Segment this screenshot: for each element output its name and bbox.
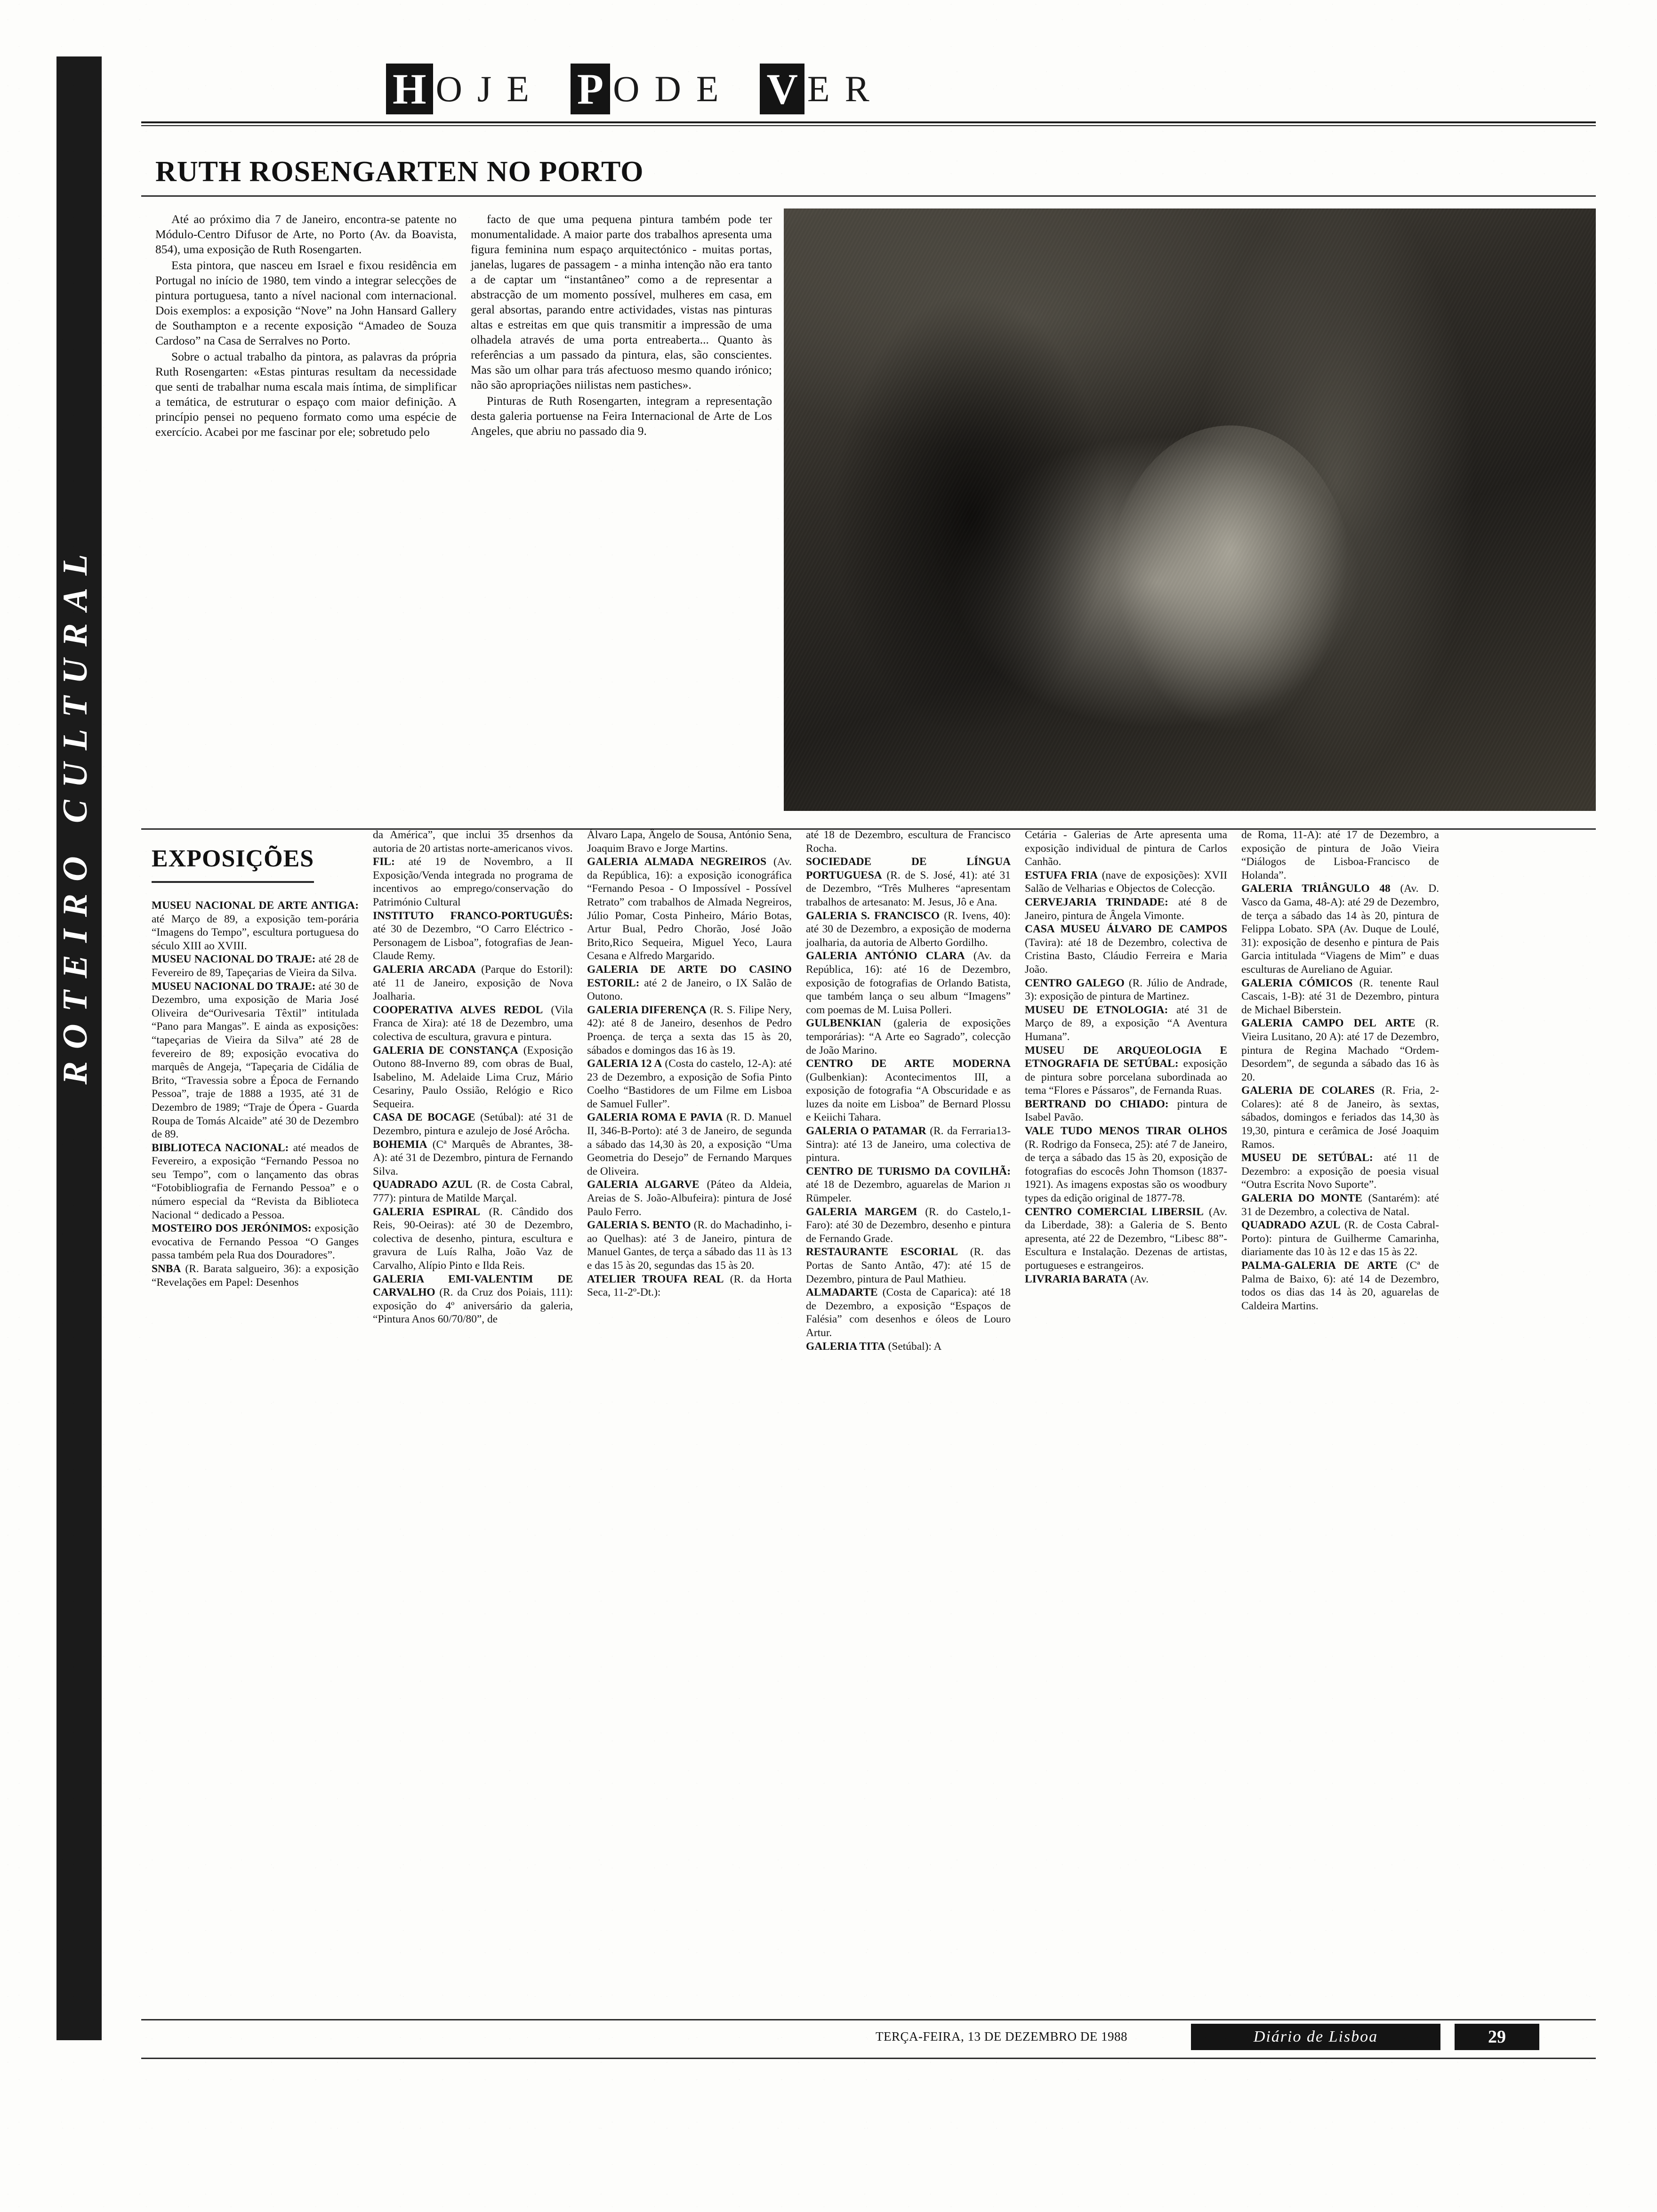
listing-entry: CENTRO GALEGO (R. Júlio de Andrade, 3): exposição de pintura de Martinez. xyxy=(1025,977,1227,1003)
listing-entry: GULBENKIAN (galeria de exposições temporárias): “A Arte eo Sagrado”, colecção de João Marino. xyxy=(806,1017,1011,1057)
page-title: RUTH ROSENGARTEN NO PORTO xyxy=(155,156,644,188)
masthead xyxy=(141,61,1596,120)
listing-entry: INSTITUTO FRANCO-PORTUGUÊS: até 30 de Dezembro, “O Carro Eléctrico - Personagem de Lisboa”, fotografias de Jean-Claude Remy. xyxy=(373,909,573,962)
masthead-letter-h-0: H xyxy=(386,64,433,114)
masthead-letter-r-10: R xyxy=(845,68,870,109)
masthead-letter-j-2: J xyxy=(477,68,493,109)
listing-entry: GALERIA EMI-VALENTIM DE CARVALHO (R. da Cruz dos Poiais, 111): exposição do 4º aniversário da galeria, “Pintura Anos 60/70/80”, de xyxy=(373,1273,573,1326)
masthead-letter-p-4: P xyxy=(571,64,610,114)
masthead-rule xyxy=(141,121,1596,123)
listing-entry: PALMA-GALERIA DE ARTE (Cª de Palma de Baixo, 6): até 14 de Dezembro, todos os dias das 14 às 20, aguarelas de Caldeira Martins. xyxy=(1241,1259,1439,1312)
sidebar-vertical-title: ROTEIRO CULTURAL xyxy=(56,542,95,1085)
publication-logo: Diário de Lisboa xyxy=(1191,2024,1440,2050)
listings-column-2 xyxy=(587,828,792,1299)
listing-entry: ESTUFA FRIA (nave de exposições): XVII Salão de Velharias e Objectos de Colecção. xyxy=(1025,869,1227,895)
listing-entry: GALERIA ARCADA (Parque do Estoril): até 11 de Janeiro, exposição de Nova Joalharia. xyxy=(373,963,573,1003)
listings-column-5 xyxy=(1241,828,1439,1313)
listing-entry: RESTAURANTE ESCORIAL (R. das Portas de Santo Antão, 47): até 15 de Dezembro, pintura de Paul Mathieu. xyxy=(806,1246,1011,1285)
masthead-letter-e-9: E xyxy=(807,68,831,109)
listing-entry: CENTRO DE ARTE MODERNA (Gulbenkian): Acontecimentos III, a exposição de fotografia “A Obscuridade e as luzes da noite em Lisboa” de Bernard Plossu e Keiichi Tahara. xyxy=(806,1058,1011,1124)
masthead-letter-d-6: D xyxy=(654,68,682,109)
listing-entry: QUADRADO AZUL (R. de Costa Cabral, 777): pintura de Matilde Marçal. xyxy=(373,1178,573,1205)
article-column-1 xyxy=(155,212,457,441)
listing-entry: GALERIA ALMADA NEGREIROS (Av. da República, 16): a exposição iconográfica “Fernando Pesoa - O Impossível - Possível Retrato” com trabalhos de Almada Negreiros, Júlio Pomar, Costa Pinheiro, Mário Botas, Artur Bual, Pedro Chorão, José João Brito,Rico Sequeira, Miguel Yeco, Laura Cesana e Alfredo Margarido. xyxy=(587,856,792,962)
listing-entry: da América”, que inclui 35 drsenhos da autoria de 20 artistas norte-americanos vivos. xyxy=(373,829,573,855)
painting-photograph xyxy=(784,208,1596,811)
listing-entry: Álvaro Lapa, Ângelo de Sousa, António Sena, Joaquim Bravo e Jorge Martins. xyxy=(587,829,792,855)
listing-entry: GALERIA ROMA E PAVIA (R. D. Manuel II, 346-B-Porto): até 3 de Janeiro, de segunda a sábado das 14,30 às 20, a exposição “Uma Geometria do Desejo” de Fernando Marques de Oliveira. xyxy=(587,1111,792,1178)
listing-entry: GALERIA CÓMICOS (R. tenente Raul Cascais, 1-B): até 31 de Dezembro, pintura de Michael Biberstein. xyxy=(1241,977,1439,1016)
listing-entry: GALERIA 12 A (Costa do castelo, 12-A): até 23 de Dezembro, a exposição de Sofia Pinto Coelho “Bastidores de um Filme em Lisboa de Samuel Fuller”. xyxy=(587,1058,792,1110)
listings-column-4 xyxy=(1025,828,1227,1286)
listing-entry: COOPERATIVA ALVES REDOL (Vila Franca de Xira): até 18 de Dezembro, uma colectiva de escultura, gravura e pintura. xyxy=(373,1003,573,1043)
article-paragraph: Até ao próximo dia 7 de Janeiro, encontra-se patente no Módulo-Centro Difusor de Arte, no Porto (Av. da Boavista, 854), uma exposição de Ruth Rosengarten. xyxy=(155,212,457,256)
listing-entry: GALERIA TITA (Setúbal): A xyxy=(806,1340,942,1353)
listing-entry: QUADRADO AZUL (R. de Costa Cabral-Porto): pintura de Guilherme Camarinha, diariamente das 10 às 12 e das 15 às 22. xyxy=(1241,1219,1439,1258)
listings-column-3 xyxy=(806,828,1011,1353)
listings-grid xyxy=(152,828,1597,2000)
masthead-letter-v-8: V xyxy=(760,64,804,114)
article-paragraph: Pinturas de Ruth Rosengarten, integram a representação desta galeria portuense na Feira Internacional de Arte de Los Angeles, que abriu no passado dia 9. xyxy=(471,394,772,438)
masthead-rule-secondary xyxy=(141,125,1596,126)
listing-entry: GALERIA CAMPO DEL ARTE (R. Vieira Lusitano, 20 A): até 17 de Dezembro, pintura de Regina Machado “Ordem-Desordem”, de segunda a sábado das 16 às 20. xyxy=(1241,1017,1439,1083)
listing-entry: GALERIA DE CONSTANÇA (Exposição Outono 88-Inverno 89, com obras de Bual, Isabelino, M. Adelaide Lima Cruz, Mário Cesariny, Paulo Ossião, Relógio e Rico Sequeira. xyxy=(373,1044,573,1110)
footer-rule-bottom xyxy=(141,2058,1596,2059)
listing-entry: BOHEMIA (Cª Marquês de Abrantes, 38-A): até 31 de Dezembro, pintura de Fernando Silva. xyxy=(373,1138,573,1178)
listing-entry: MUSEU NACIONAL DO TRAJE: até 28 de Fevereiro de 89, Tapeçarias de Vieira da Silva. xyxy=(152,953,359,979)
listing-entry: GALERIA ANTÓNIO CLARA (Av. da República, 16): até 16 de Dezembro, exposição de fotografias de Orlando Batista, que também lança o seu album “Imagens” com poemas de M. Luisa Polleri. xyxy=(806,950,1011,1016)
masthead-letter-o-1: O xyxy=(435,68,463,109)
listing-entry: GALERIA DO MONTE (Santarém): até 31 de Dezembro, a colectiva de Natal. xyxy=(1241,1192,1439,1218)
listing-entry: GALERIA DE ARTE DO CASINO ESTORIL: até 2 de Janeiro, o IX Salão de Outono. xyxy=(587,963,792,1003)
masthead-letters xyxy=(386,61,885,117)
section-title: EXPOSIÇÕES xyxy=(152,845,314,872)
article-column-2 xyxy=(471,212,772,440)
listing-entry: GALERIA DIFERENÇA (R. S. Filipe Nery, 42): até 8 de Janeiro, desenhos de Pedro Proença. de terça a sexta das 15 às 20, sábados e domingos das 16 às 19. xyxy=(587,1003,792,1057)
listing-entry: CENTRO COMERCIAL LIBERSIL (Av. da Liberdade, 38): a Galeria de S. Bento apresenta, até 22 de Dezembro, “Libesc 88”-Escultura e Instalação. Dezenas de artistas, portugueses e estrangeiros. xyxy=(1025,1205,1227,1272)
listing-entry: GALERIA O PATAMAR (R. da Ferraria13-Sintra): até 13 de Janeiro, uma colectiva de pintura. xyxy=(806,1125,1011,1164)
listing-entry: de Roma, 11-A): até 17 de Dezembro, a exposição de pintura de João Vieira “Diálogos de Lisboa-Francisco de Holanda”. xyxy=(1241,829,1439,882)
listing-entry: LIVRARIA BARATA (Av. xyxy=(1025,1273,1149,1285)
page-number: 29 xyxy=(1455,2024,1539,2050)
roteiro-cultural-sidebar xyxy=(56,56,102,2040)
listing-entry: BERTRAND DO CHIADO: pintura de Isabel Pavão. xyxy=(1025,1098,1227,1124)
listing-entry: BIBLIOTECA NACIONAL: até meados de Fevereiro, a exposição “Fernando Pessoa no seu Tempo”, com o lançamento das obras “Fotobibliografia de Fernando Pessoa” e o número especial da “Revista da Biblioteca Nacional “ dedicado a Pessoa. xyxy=(152,1141,359,1221)
article-paragraph: Esta pintora, que nasceu em Israel e fixou residência em Portugal no início de 1980, tem vindo a integrar selecções de pintura portuguesa, tanto a nível nacional com internacional. Dois exemplos: a exposição “Nove” na John Hansard Gallery de Southampton e a recente exposição “Amadeo de Souza Cardoso” na Casa de Serralves no Porto. xyxy=(155,258,457,347)
listing-entry: SOCIEDADE DE LÍNGUA PORTUGUESA (R. de S. José, 41): até 31 de Dezembro, “Três Mulheres “apresentam trabalhos de artesanato: M. Jesus, Jô e Ana. xyxy=(806,856,1011,908)
headline-rule xyxy=(141,195,1596,197)
listing-entry: CENTRO DE TURISMO DA COVILHÃ: até 18 de Dezembro, aguarelas de Marion ᴊı Rümpeler. xyxy=(806,1165,1011,1205)
listing-entry: GALERIA DE COLARES (R. Fria, 2-Colares): até 8 de Janeiro, às sextas, sábados, domingos e feriados das 14,30 às 19,30, pintura e cerâmica de José Joaquim Ramos. xyxy=(1241,1084,1440,1151)
listing-entry: CASA MUSEU ÁLVARO DE CAMPOS (Tavira): até 18 de Dezembro, colectiva de Cristina Basto, Cláudio Ferreira e Maria João. xyxy=(1025,923,1227,976)
listing-entry: MOSTEIRO DOS JERÓNIMOS: exposição evocativa de Fernando Pessoa “O Ganges passa também pela Rua dos Douradores”. xyxy=(152,1222,359,1262)
listing-entry: Cetária - Galerias de Arte apresenta uma exposição individual de pintura de Carlos Canhão. xyxy=(1025,829,1227,868)
listing-entry: até 18 de Dezembro, escultura de Francisco Rocha. xyxy=(806,829,1011,855)
listing-entry: ATELIER TROUFA REAL (R. da Horta Seca, 11-2º-Dt.): xyxy=(587,1273,792,1299)
masthead-letter-e-7: E xyxy=(696,68,720,109)
listing-entry: GALERIA S. BENTO (R. do Machadinho, i-ao Quelhas): até 3 de Janeiro, pintura de Manuel Gantes, de terça a sábado das 11 às 13 e das 15 às 20, segundas das 15 às 20. xyxy=(587,1219,792,1272)
article-paragraph: Sobre o actual trabalho da pintora, as palavras da própria Ruth Rosengarten: «Estas pinturas resultam da necessidade que senti de trabalhar numa escala mais íntima, de simplificar a temática, de estruturar o espaço com maior definição. A princípio pensei no pequeno formato como uma espécie de exercício. Acabei por me fascinar por ele; sobretudo pelo xyxy=(155,350,457,439)
listing-entry: MUSEU NACIONAL DO TRAJE: até 30 de Dezembro, uma exposição de Maria José Oliveira de“Ourivesaria Têxtil” intitulada “Pano para Mangas”. E ainda as exposições: “tapeçarias de Vieira da Silva” até 28 de fevereiro de 89; exposição evocativa do marquês de Angeja, “Tapeçaria de Cidália de Brito, “Travessia sobre a Época de Fernando Pessoa”, traje de 1888 a 1935, até 31 de Dezembro de 1989; “Traje de Ópera - Guarda Roupa de Tomás Alcaide” até 30 de Dezembro de 89. xyxy=(152,980,359,1141)
listings-column-0 xyxy=(152,828,359,1289)
footer-date: TERÇA-FEIRA, 13 DE DEZEMBRO DE 1988 xyxy=(876,2029,1127,2044)
listing-entry: MUSEU DE ARQUEOLOGIA E ETNOGRAFIA DE SETÚBAL: exposição de pintura sobre porcelana subordinada ao tema “Flores e Pássaros”, de Fernanda Ruas. xyxy=(1025,1044,1227,1097)
listing-entry: GALERIA ALGARVE (Páteo da Aldeia, Areias de S. João-Albufeira): pintura de José Paulo Ferro. xyxy=(587,1178,792,1218)
listing-entry: MUSEU DE ETNOLOGIA: até 31 de Março de 89, a exposição “A Aventura Humana”. xyxy=(1025,1003,1227,1043)
article-paragraph: facto de que uma pequena pintura também pode ter monumentalidade. A maior parte dos trabalhos apresenta uma figura feminina num espaço arquitectónico - muitas portas, janelas, lugares de passagem - a minha intenção não era tanto a de captar um “instantâneo” como a de representar a abstracção de um momento possível, mulheres em casa, em geral absortas, parando entre actividades, vistas nas pinturas altas e estreitas em que quis transmitir a impressão de uma olhadela através de uma porta entreaberta... Quanto às referências a um passado da pintura, elas, são conscientes. Mas são um olhar para trás afectuoso mesmo quando irónico; não são apropriações niilistas nem pastiches». xyxy=(471,212,772,392)
listing-entry: SNBA (R. Barata salgueiro, 36): a exposição “Revelações em Papel: Desenhos xyxy=(152,1263,359,1289)
masthead-letter-o-5: O xyxy=(613,68,641,109)
listing-entry: GALERIA MARGEM (R. do Castelo,1-Faro): até 30 de Dezembro, desenho e pintura de Fernando Grade. xyxy=(806,1205,1011,1245)
listing-entry: GALERIA S. FRANCISCO (R. Ivens, 40): até 30 de Dezembro, a exposição de moderna joalharia, da autoria de Alberto Gordilho. xyxy=(806,909,1011,949)
listing-entry: FIL: até 19 de Novembro, a II Exposição/Venda integrada no programa de incentivos ao emprego/conservação do Património Cultural xyxy=(373,856,573,908)
listing-entry: MUSEU DE SETÚBAL: até 11 de Dezembro: a exposição de poesia visual “Outra Escrita Novo Suporte”. xyxy=(1241,1152,1439,1191)
listing-entry: GALERIA TRIÂNGULO 48 (Av. D. Vasco da Gama, 48-A): até 29 de Dezembro, de terça a sábado das 14 às 20, pintura de Felippa Lobato. SPA (Av. Duque de Loulé, 31): exposição de desenho e pintura de Pais Garcia intitulada “Viagens de Mim” e duas esculturas de Aureliano de Aguiar. xyxy=(1241,882,1439,976)
listings-column-1 xyxy=(373,828,573,1326)
listing-entry: CERVEJARIA TRINDADE: até 8 de Janeiro, pintura de Ângela Vimonte. xyxy=(1025,896,1228,922)
listing-entry: CASA DE BOCAGE (Setúbal): até 31 de Dezembro, pintura e azulejo de José Arôcha. xyxy=(373,1111,573,1138)
masthead-letter-e-3: E xyxy=(507,68,530,109)
listing-entry: GALERIA ESPIRAL (R. Cândido dos Reis, 90-Oeiras): até 30 de Dezembro, colectiva de desenho, pintura, escultura e gravura de Luís Ralha, João Vaz de Carvalho, Alípio Pinto e Ilda Reis. xyxy=(373,1205,573,1272)
listing-entry: VALE TUDO MENOS TIRAR OLHOS (R. Rodrigo da Fonseca, 25): até 7 de Janeiro, de terça a sábado das 15 às 20, exposição de fotografias do escocês John Thomson (1837-1921). As imagens expostas são os woodbury types da edição original de 1877-78. xyxy=(1025,1125,1227,1205)
listing-entry: ALMADARTE (Costa de Caparica): até 18 de Dezembro, a exposição “Espaços de Falésia” com desenhos e óleos de Louro Artur. xyxy=(806,1286,1011,1339)
footer-rule-top xyxy=(141,2019,1596,2020)
listing-entry: MUSEU NACIONAL DE ARTE ANTIGA: até Março de 89, a exposição tem-porária “Imagens do Tempo”, escultura portuguesa do século XIII ao XVIII. xyxy=(152,899,359,952)
